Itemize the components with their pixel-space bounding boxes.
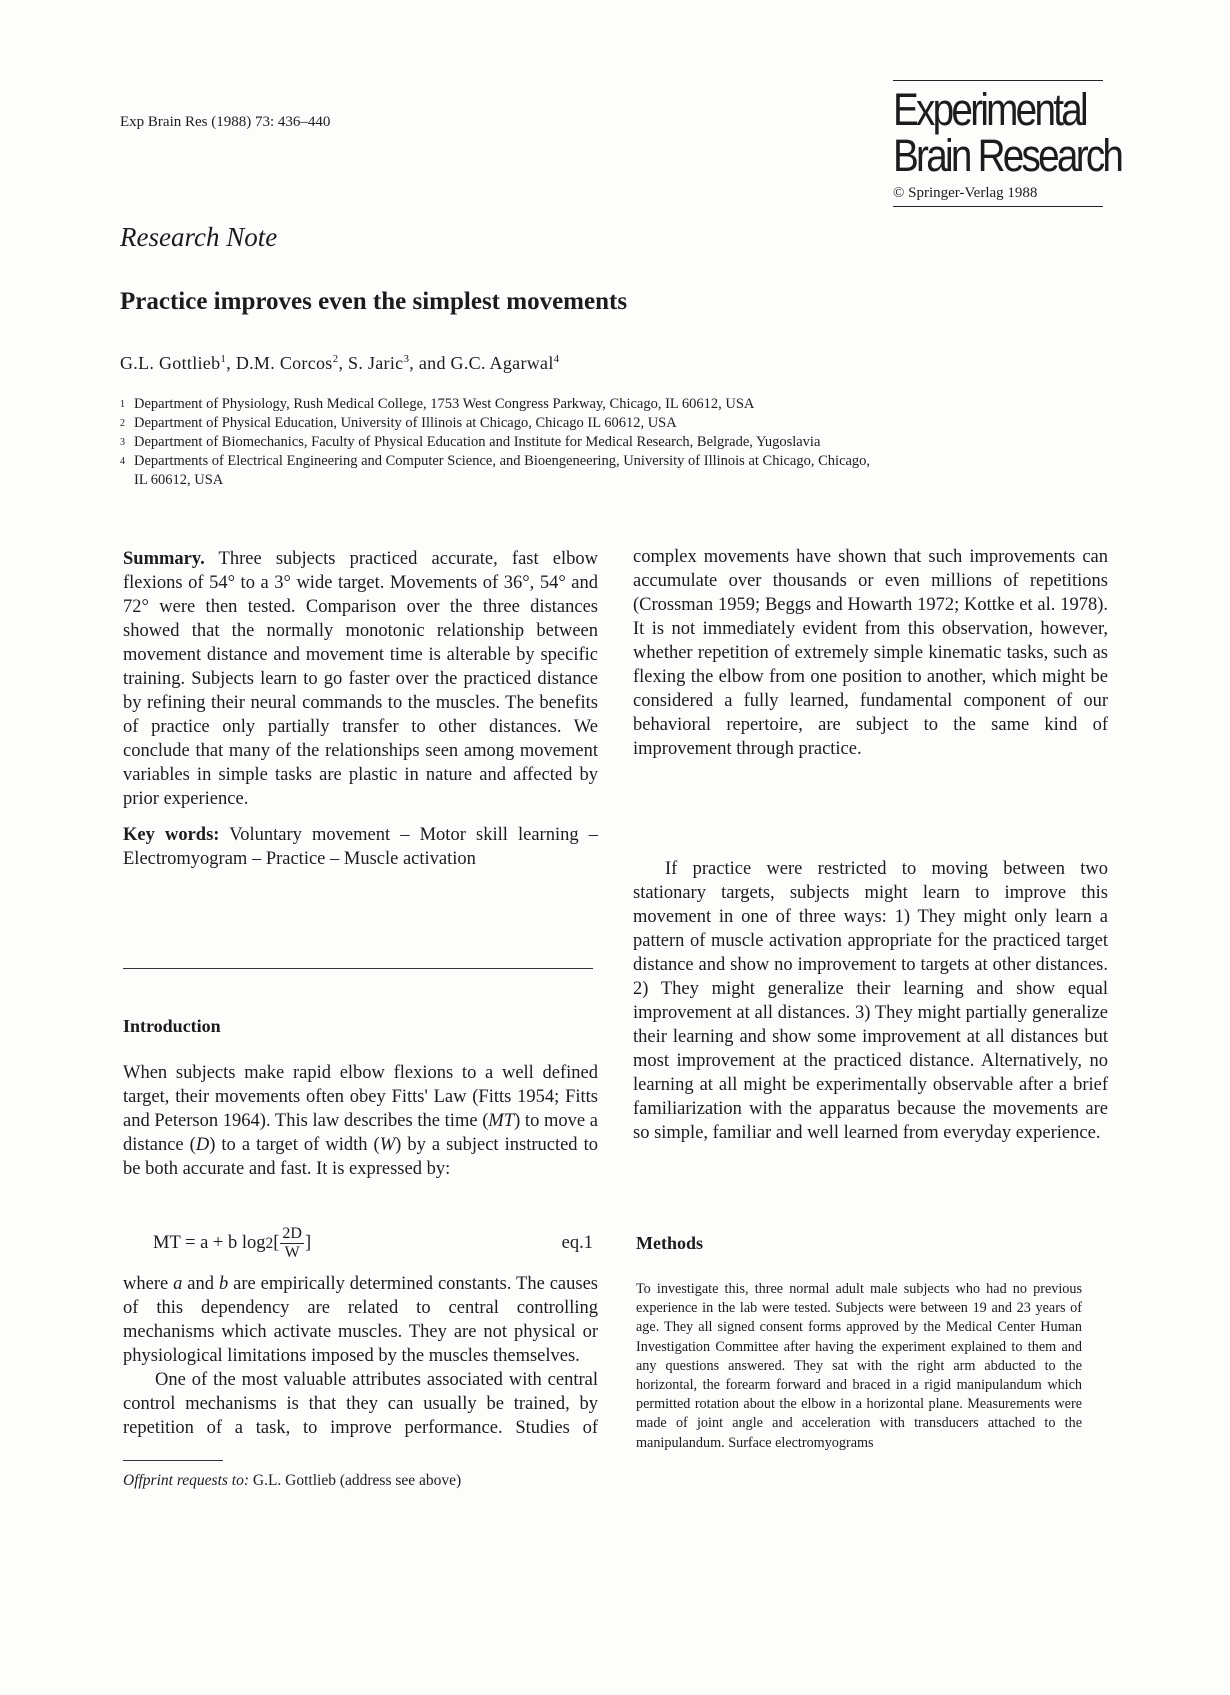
affiliation-number: 3 bbox=[120, 437, 125, 448]
affiliation-item bbox=[120, 395, 1070, 414]
affiliation-number: 2 bbox=[120, 418, 125, 429]
equation-fraction bbox=[280, 1225, 304, 1262]
introduction-paragraph-2 bbox=[123, 1272, 598, 1368]
introduction-paragraph-1 bbox=[123, 1061, 598, 1181]
var-d: D bbox=[195, 1135, 210, 1155]
introduction-heading: Introduction bbox=[123, 1016, 221, 1036]
offprint-label: Offprint requests to: bbox=[123, 1472, 250, 1489]
keywords-label: Key words: bbox=[123, 825, 220, 845]
journal-logo bbox=[893, 80, 1122, 207]
logo-top-rule bbox=[893, 80, 1103, 81]
introduction-paragraph-4: If practice were restricted to moving between two stationary targets, subjects might learn to improve this movement in one of three ways: 1) They might only learn a pattern of muscle activation appropriate for the practiced target distance and show no improvement to targets at other distances. 2) They might generalize their learning and show equal improvement at all distances. 3) They might partially generalize their learning and show some improvement at all distances but most improvement at the practiced distance. Alternatively, no learning at all might be experimentally observable after a brief familiarization with the apparatus because the movements are so simple, familiar and well learned from everyday experience. bbox=[633, 859, 1108, 1143]
equation-fitts-law bbox=[153, 1225, 593, 1262]
intro-text: ) by a subject instructed to be both accurate and fast. It is expressed by: bbox=[123, 1135, 598, 1179]
equation-log-base: 2 bbox=[265, 1234, 274, 1252]
var-mt: MT bbox=[488, 1111, 515, 1131]
introduction-paragraph-3: One of the most valuable attributes associated with central control mechanisms is that they can usually be trained, by repetition of a task, to improve performance. Studies of bbox=[123, 1370, 598, 1438]
summary-label: Summary. bbox=[123, 549, 205, 569]
author-separator: , bbox=[338, 353, 349, 373]
introduction-block-continued bbox=[123, 1272, 598, 1368]
affiliation-continuation: IL 60612, USA bbox=[134, 472, 224, 488]
equation-bracket-close: ] bbox=[304, 1233, 312, 1253]
author-affiliation-mark: 3 bbox=[403, 353, 410, 365]
author-affiliation-mark: 2 bbox=[332, 353, 339, 365]
methods-paragraph: To investigate this, three normal adult male subjects who had no previous experience in the lab were tested. Subjects were between 19 and 23 years of age. They all signed consent forms approved by the Medical Center Human Investigation Committee after having the experiment explained to them and any questions answered. They sat with the right arm abducted to the horizontal, the forearm forward and braced in a rigid manipulandum which permitted rotation about the elbow in a horizontal plane. Measurements were made of joint angle and acceleration with transducers attached to the manipulandum. Surface electromyograms bbox=[636, 1281, 1082, 1451]
introduction-paragraph-3-flow: complex movements have shown that such improvements can accumulate over thousands or even millions of repetitions (Crossman 1959; Beggs and Howarth 1972; Kottke et al. 1978). It is not immediately evident from this observation, however, whether repetition of extremely simple kinematic tasks, such as flexing the elbow from one position to another, which might be considered a fully learned, fundamental component of our behavioral repertoire, are subject to the same kind of improvement through practice. bbox=[633, 547, 1108, 759]
journal-citation: Exp Brain Res (1988) 73: 436–440 bbox=[120, 114, 331, 130]
affiliation-text: Departments of Electrical Engineering and Computer Science, and Bioengeneering, University of Illinois at Chicago, Chicago, bbox=[134, 453, 871, 469]
author-name: G.C. Agarwal bbox=[450, 353, 554, 373]
author-name: S. Jaric bbox=[348, 353, 404, 373]
summary-divider bbox=[123, 968, 593, 969]
introduction-paragraph-3-continued bbox=[633, 545, 1108, 857]
affiliation-text: Department of Biomechanics, Faculty of Physical Education and Institute for Medical Research, Belgrade, Yugoslavia bbox=[134, 434, 821, 450]
offprint-text: G.L. Gottlieb (address see above) bbox=[252, 1472, 462, 1489]
footnote-divider bbox=[123, 1460, 223, 1461]
intro-text: ) to move a distance ( bbox=[123, 1111, 598, 1155]
equation-bracket-open: [ bbox=[273, 1233, 280, 1253]
article-title: Practice improves even the simplest movements bbox=[120, 288, 628, 315]
introduction-block bbox=[123, 1061, 598, 1181]
summary-text: Three subjects practiced accurate, fast elbow flexions of 54° to a 3° wide target. Movements of 36°, 54° and 72° were then tested. Comparison over the three distances showed that the normally monotonic relationship between movement distance and movement time is alterable by specific training. Subjects learn to go faster over the practiced distance by refining their neural commands to the muscles. The benefits of practice only partially transfer to other distances. We conclude that many of the relationships seen among movement variables in simple tasks are plastic in nature and affected by prior experience. bbox=[123, 549, 598, 809]
affiliation-list bbox=[120, 395, 1070, 490]
author-affiliation-mark: 4 bbox=[553, 353, 560, 365]
author-separator: , and bbox=[409, 353, 451, 373]
author-list bbox=[120, 353, 559, 374]
intro-text: ) to a target of width ( bbox=[209, 1135, 380, 1155]
author-separator: , bbox=[226, 353, 236, 373]
affiliation-item bbox=[120, 433, 1070, 452]
equation-label: eq.1 bbox=[561, 1233, 593, 1253]
affiliation-text: Department of Physical Education, University of Illinois at Chicago, Chicago IL 60612, USA bbox=[134, 415, 677, 431]
intro-text: where bbox=[123, 1274, 174, 1294]
affiliation-item bbox=[120, 414, 1070, 433]
summary-paragraph bbox=[123, 547, 598, 811]
author-name: D.M. Corcos bbox=[235, 353, 333, 373]
intro-text: When subjects make rapid elbow flexions to a well defined target, their movements often obey Fitts' Law (Fitts 1954; Fitts and Peterson 1964). This law describes the time ( bbox=[123, 1063, 598, 1131]
affiliation-text: Department of Physiology, Rush Medical College, 1753 West Congress Parkway, Chicago, IL 60612, USA bbox=[134, 396, 755, 412]
var-w: W bbox=[379, 1135, 396, 1155]
equation-numerator: 2D bbox=[282, 1225, 302, 1242]
keywords-text: Voluntary movement – Motor skill learning – Electromyogram – Practice – Muscle activation bbox=[123, 825, 598, 869]
equation-lhs: MT = a + b log bbox=[153, 1233, 266, 1253]
intro-text: and bbox=[182, 1274, 219, 1294]
journal-logo-line-2: Brain Research bbox=[893, 130, 1122, 181]
section-label: Research Note bbox=[120, 222, 278, 252]
keywords-paragraph bbox=[123, 823, 598, 871]
right-column bbox=[633, 545, 1108, 1695]
author-affiliation-mark: 1 bbox=[220, 353, 227, 365]
journal-logo-line-1: Experimental bbox=[893, 84, 1086, 135]
copyright-notice: © Springer-Verlag 1988 bbox=[893, 185, 1103, 207]
offprint-footnote bbox=[123, 1472, 461, 1490]
affiliation-item bbox=[120, 452, 1070, 471]
equation-denominator: W bbox=[284, 1244, 300, 1261]
intro-text: are empirically determined constants. The causes of this dependency are related to central controlling mechanisms which activate muscles. They are not physical or physiological limitations imposed by the muscles themselves. bbox=[123, 1274, 598, 1366]
affiliation-number: 4 bbox=[120, 456, 125, 467]
summary-block bbox=[123, 547, 598, 871]
var-a: a bbox=[173, 1274, 183, 1294]
var-b: b bbox=[218, 1274, 229, 1294]
methods-block bbox=[636, 1280, 1082, 1453]
introduction-paragraph-3-start bbox=[123, 1368, 598, 1440]
author-name: G.L. Gottlieb bbox=[120, 353, 221, 373]
methods-heading: Methods bbox=[636, 1233, 703, 1253]
affiliation-number: 1 bbox=[120, 399, 125, 410]
